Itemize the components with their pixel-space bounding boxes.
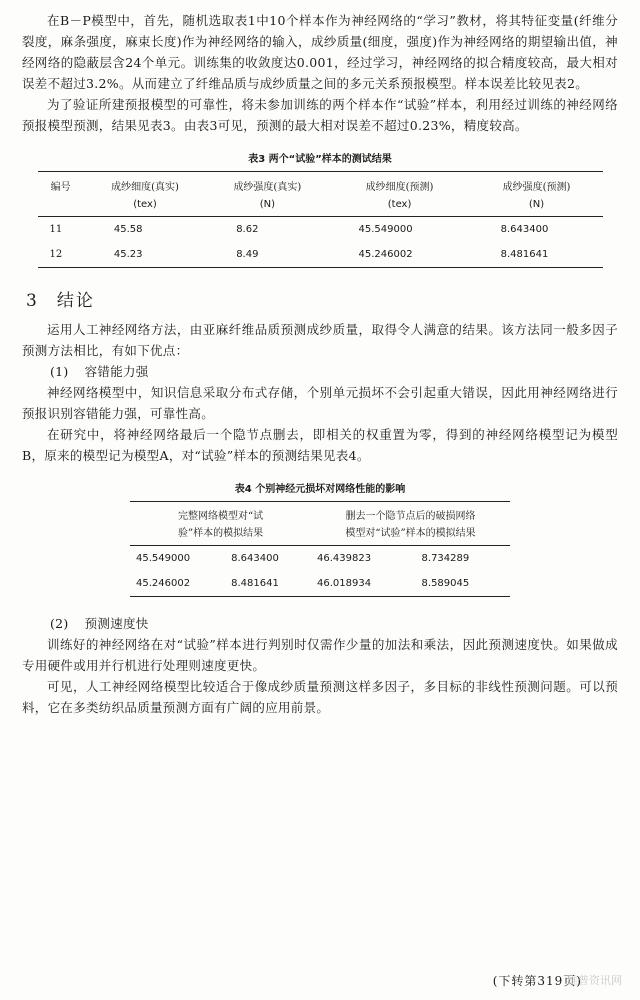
table3-cell: 8.62 [236,224,259,235]
body-paragraph: 在B－P模型中，首先，随机选取表1中10个样本作为神经网络的“学习”教材，将其特征变量(纤维分裂度，麻条强度，麻束长度)作为神经网络的输入，成纱质量(细度，强度)作为神经网络的期望输出值，神经网络的隐蔽层含24个单元。训练集的收敛度达0.001，经过学习，神经网络的拟合精度较高，最大相对误差不超过3.2%。从而建立了纤维品质与成纱质量之间的多元关系预报模型。样本误差比较见表2。 [22,13,618,91]
table4-cell: 8.589045 [416,571,510,597]
body-paragraph: 可见，人工神经网络模型比较适合于像成纱质量预测这样多因子，多目标的非线性预测问题。可以预料，它在多类纺织品质量预测方面有广阔的应用前景。 [22,679,618,715]
subheading-title: 容错能力强 [84,364,149,379]
table4-cell: 46.439823 [317,553,372,564]
table3-unit: (tex) [84,196,206,217]
table4-header-right [311,502,510,546]
table4-header-line: 完整网络模型对“试 [177,511,264,522]
table3-header: 成纱细度(预测) [329,172,471,197]
table4-header-left [130,502,311,546]
table3-header: 成纱细度(真实) [84,172,206,197]
table3-unit: (tex) [329,196,471,217]
body-paragraph: 为了验证所建预报模型的可靠性，将未参加训练的两个样本作“试验”样本，利用经过训练的神经网络预报模型预测，结果见表3。由表3可见，预测的最大相对误差不超过0.23%，精度较高。 [22,97,618,133]
table4-cell: 46.018934 [311,571,416,597]
watermark: 维普资讯网 [567,974,622,987]
table4-header-line: 验”样本的模拟结果 [177,528,264,539]
subheading [50,361,618,382]
section-number: 3 [26,291,39,311]
table-row [38,242,603,268]
table3-cell: 12 [38,242,84,268]
table4-cell: 45.246002 [130,571,225,597]
table3-cell: 45.549000 [358,224,413,235]
table3-cell: 8.49 [206,242,328,268]
section-heading [26,286,618,311]
subheading [50,613,618,634]
table4 [130,501,510,597]
table3 [38,171,603,268]
table3-unit: (N) [206,196,328,217]
table-row [130,546,510,572]
table3-unit: (N) [471,196,603,217]
table3-unit [38,196,84,217]
continued-note: (下转第319页) [492,974,582,988]
body-paragraph: 训练好的神经网络在对“试验”样本进行判别时仅需作少量的加法和乘法，因此预测速度快。如果做成专用硬件或用并行机进行处理则速度更快。 [22,637,618,673]
table-row [130,571,510,597]
table3-cell: 45.246002 [329,242,471,268]
table4-caption: 表4 个别神经元损坏对网络性能的影响 [234,484,406,495]
body-paragraph: 运用人工神经网络方法，由亚麻纤维品质预测成纱质量，取得令人满意的结果。该方法同一般多因子预测方法相比，有如下优点： [22,322,618,358]
table3-cell: 45.58 [113,224,143,235]
table4-header-line: 删去一个隐节点后的破损网络 [345,511,476,522]
section-title: 结论 [56,291,95,311]
subheading-number: (2) [50,616,69,631]
table4-cell: 45.549000 [136,553,191,564]
table4-cell: 8.643400 [231,553,279,564]
body-paragraph: 神经网络模型中，知识信息采取分布式存储，个别单元损坏不会引起重大错误，因此用神经网络进行预报识别容错能力强，可靠性高。 [22,385,618,421]
table4-cell: 8.734289 [421,553,470,564]
table3-caption: 表3 两个“试验”样本的测试结果 [248,154,392,165]
table3-header: 编号 [38,172,84,197]
table3-header: 成纱强度(预测) [471,172,603,197]
table4-cell: 8.481641 [225,571,311,597]
table3-header: 成纱强度(真实) [206,172,328,197]
table-row [38,217,603,243]
table3-cell: 8.481641 [471,242,603,268]
table4-header-line: 模型对“试验”样本的模拟结果 [345,528,476,539]
subheading-number: (1) [50,364,69,379]
table3-cell: 45.23 [84,242,206,268]
subheading-title: 预测速度快 [84,616,149,631]
body-paragraph: 在研究中，将神经网络最后一个隐节点删去，即相关的权重置为零，得到的神经网络模型记为模型B，原来的模型记为模型A，对“试验”样本的预测结果见表4。 [22,427,618,463]
table3-cell: 11 [49,224,63,235]
table3-cell: 8.643400 [500,224,549,235]
